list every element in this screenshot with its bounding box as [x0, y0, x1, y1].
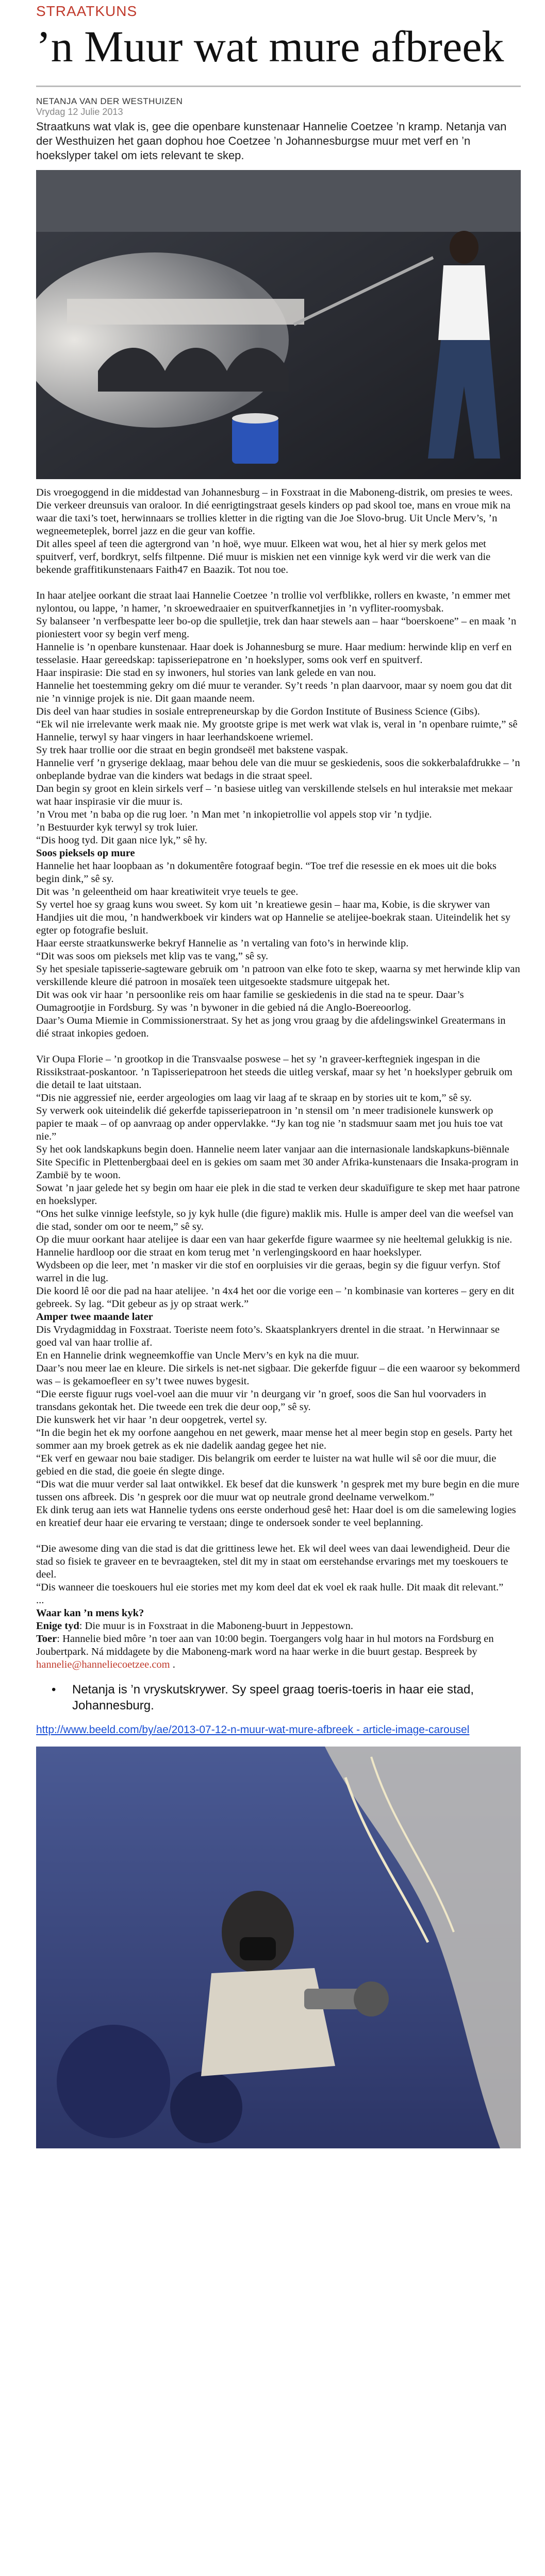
paragraph: En en Hannelie drink wegneemkoffie van Uncle Merv’s en kyk na die muur.	[36, 1350, 359, 1361]
paragraph: Dis Vrydagmiddag in Foxstraat. Toeriste neem foto’s. Skaatsplankryers drentel in die straat. ’n Herwinnaar se goed val van haar trollie af.	[36, 1324, 500, 1348]
paragraph: “Ek verf en gewaar nou baie stadiger. Dis belangrik om eerder te luister na wat hulle wil sê oor die muur, die gebied en die stad, die goeie én slegte dinge.	[36, 1453, 497, 1477]
paragraph: “Dis hoog tyd. Dit gaan nice lyk,” sê hy.	[36, 835, 207, 846]
paragraph: Dis vroegoggend in die middestad van Johannesburg – in Foxstraat in die Maboneng-distrik, om presies te wees.	[36, 487, 513, 498]
email-link[interactable]: hannelie@hanneliecoetzee.com	[36, 1659, 170, 1670]
paragraph: Sy balanseer ’n verfbespatte leer bo-op die spulletjie, trek dan haar stewels aan – haar “boerskoene” – en maak ’n pioniestert voor sy begin verf meng.	[36, 616, 517, 640]
paragraph: “Ons het sulke vinnige leefstyle, so jy kyk hulle (die figure) maklik mis. Hulle is amper deel van die weefsel van die stad, sonder om oor te neem,” sê sy.	[36, 1208, 514, 1232]
article-body	[36, 486, 521, 1620]
paragraph: “Dis wanneer die toeskouers hul eie stories met my kom deel dat ek voel ek raak hulle. Dit maak dit relevant.”	[36, 1582, 504, 1593]
bullet-icon: •	[52, 1683, 56, 1697]
author-note-text: Netanja is ’n vryskutskrywer. Sy speel graag toeris-toeris in haar eie stad, Johannesburg.	[72, 1683, 474, 1713]
paragraph: Sy trek haar trollie oor die straat en begin grondseël met bakstene vaspak.	[36, 744, 349, 756]
paragraph: Daar’s Ouma Miemie in Commissionerstraat. Sy het as jong vrou graag by die afdelingswinkel Greatermans in dié straat inkopies gedoen.	[36, 1015, 506, 1039]
paragraph: ’n Bestuurder kyk terwyl sy trok luier.	[36, 822, 198, 833]
paragraph: Haar eerste straatkunswerke bekryf Hannelie as ’n vertaling van foto’s in herwinde klip.	[36, 938, 409, 949]
paragraph: ...	[36, 1595, 44, 1606]
paragraph: Ek dink terug aan iets wat Hannelie tydens ons eerste onderhoud gesê het: Haar doel is om die samelewing logies en kreatief deur haar eie ervaring te verstaan; dinge te ondersoek sonder te veel beplanning.	[36, 1504, 516, 1529]
photo-illustration	[36, 170, 521, 479]
photo-illustration-2	[36, 1747, 521, 2148]
paragraph: “Dis nie aggressief nie, eerder argeologies om laag vir laag af te skraap en by stories uit te kom,” sê sy.	[36, 1092, 472, 1104]
paragraph: Sy vertel hoe sy graag kuns wou sweet. Sy kom uit ’n kreatiewe gesin – haar ma, Kobie, is die skrywer van Handjies uit die mou, ’n handwerkboek vir kinders wat op Hannelie se atelijee-boekrak staan. Uiteindelik het sy egter op fotografie besluit.	[36, 899, 510, 936]
paragraph: Hannelie het toestemming gekry om dié muur te verander. Sy’t reeds ’n plan daarvoor, maar sy noem gou dat dit nie ’n vinnige projek is nie. Dit gaan maande neem.	[36, 680, 512, 704]
subheading: Amper twee maande later	[36, 1311, 153, 1323]
artist-grinding-wall-photo[interactable]	[36, 1747, 521, 2148]
paragraph: Dit was ook vir haar ’n persoonlike reis om haar familie se geskiedenis in die stad na te speur. Daar’s Oumagrootjie in Fordsburg. Sy was ’n bywoner in die gebied ná die Anglo-Boereoorlog.	[36, 989, 464, 1013]
info-tour	[36, 1633, 521, 1671]
paragraph-gap	[36, 1530, 521, 1543]
byline: NETANJA VAN DER WESTHUIZEN	[36, 96, 183, 106]
lead-paragraph: Straatkuns wat vlak is, gee die openbare kunstenaar Hannelie Coetzee ’n kramp. Netanja van der Westhuizen het gaan dophou hoe Coetzee ’n Johannesburgse muur met verf en ’n hoekslyper takel om iets relevant te skep.	[36, 120, 507, 162]
paragraph: Sy het spesiale tapisserie-sagteware gebruik om ’n patroon van elke foto te skep, waarna sy met herwinde klip van verskillende kleure dié patroon in mosaïek teen uitgesoekte stadsmure uitgepak het.	[36, 963, 520, 988]
source-url-link[interactable]: http://www.beeld.com/by/ae/2013-07-12-n-muur-wat-mure-afbreek - article-image-carousel	[36, 1724, 470, 1736]
subheading: Soos pieksels op mure	[36, 848, 135, 859]
paragraph: Wydsbeen op die leer, met ’n masker vir die stof en oorpluisies vir die geraas, begin sy die figuur verfyn. Stof warrel in die lug.	[36, 1260, 501, 1284]
info-when-text: : Die muur is in Foxstraat in die Maboneng-buurt in Jeppestown.	[79, 1620, 353, 1632]
paragraph: Vir Oupa Florie – ’n grootkop in die Transvaalse poswese – het sy ’n graveer-kerftegniek ingespan in die Rissikstraat-poskantoor. ’n Tapisseriepatroon het steeds die uitleg verskaf, maar sy het ’n hoekslyper gebruik om die detail te laat uitstaan.	[36, 1054, 513, 1091]
paragraph: Die kunswerk het vir haar ’n deur oopgetrek, vertel sy.	[36, 1414, 267, 1426]
info-tail: .	[170, 1659, 175, 1670]
artist-painting-wall-photo[interactable]	[36, 170, 521, 479]
paragraph: Dis deel van haar studies in sosiale entrepreneurskap by die Gordon Institute of Business Science (Gibs).	[36, 706, 480, 717]
info-tour-text: : Hannelie bied môre ’n toer aan van 10:00 begin. Toergangers volg haar in hul motors na Fordsburg en Joubertpark. Ná middagete by die Maboneng-mark word na haar werke in die buurt gestap. Bespreek by	[36, 1633, 494, 1657]
paragraph: Haar inspirasie: Die stad en sy inwoners, hul stories van lank gelede en van nou.	[36, 667, 376, 679]
paragraph: In haar ateljee oorkant die straat laai Hannelie Coetzee ’n trollie vol verfblikke, rollers en kwaste, ’n emmer met nylontou, ou lappe, ’n hamer, ’n skroewedraaier en spuitverfkannetjies in ’n vyfliter-roomysbak.	[36, 590, 510, 614]
info-tour-label: Toer	[36, 1633, 57, 1645]
article-title: ’n Muur wat mure afbreek	[36, 22, 504, 71]
paragraph: “Dis wat die muur verder sal laat ontwikkel. Ek besef dat die kunswerk ’n gesprek met my bure begin en die mure tussen ons afbreek. Dis ’n gesprek oor die muur wat op neutrale grond deelname verwelkom.”	[36, 1479, 520, 1503]
paragraph: “Die awesome ding van die stad is dat die grittiness lewe het. Ek wil deel wees van daai lewendigheid. Deur die stad so fisiek te graveer en te bevraagteken, stel dit my in staat om eerstehandse ervarings met my toeskouers te deel.	[36, 1543, 510, 1580]
article	[36, 0, 521, 2148]
paragraph-gap	[36, 1040, 521, 1053]
subheading: Waar kan ’n mens kyk?	[36, 1607, 144, 1619]
paragraph: Sy verwerk ook uiteindelik dié gekerfde tapisseriepatroon in ’n stensil om ’n meer tradisionele kunswerk op papier te maak – of op aanvraag op ander oppervlakke. “Jy kan tog nie ’n stadsmuur saam met jou huis toe vat nie.”	[36, 1105, 503, 1142]
paragraph-gap	[36, 577, 521, 589]
paragraph: Hannelie is ’n openbare kunstenaar. Haar doek is Johannesburg se mure. Haar medium: herwinde klip en verf en tesselasie. Haar gereedskap: tapisseriepatrone en ’n hoekslyper, soms ook verf en spuitverf.	[36, 641, 512, 666]
paragraph: Dit alles speel af teen die agtergrond van ’n hoë, wye muur. Elkeen wat wou, het al hier sy merk gelos met spuitverf, verf, bordkryt, selfs filtpenne. Dié muur is miskien net een vinnige kyk werd vir die werk van die bekende graffitikunstenaars Faith47 en Baazik. Tot nou toe.	[36, 538, 491, 575]
paragraph: Sowat ’n jaar gelede het sy begin om haar eie plek in die stad te verken deur skaduïfigure te skep met haar patrone en hoekslyper.	[36, 1182, 520, 1207]
paragraph: Dit was ’n geleentheid om haar kreatiwiteit vrye teuels te gee.	[36, 886, 299, 897]
paragraph: Sy het ook landskapkuns begin doen. Hannelie neem later vanjaar aan die internasionale landskapkuns-biënnale Site Specific in Plettenbergbaai deel en is gekies om saam met 30 ander Afrika-kunstenaars die Insaka-program in Zambië by te woon.	[36, 1144, 519, 1181]
divider	[36, 86, 521, 87]
author-note	[52, 1682, 521, 1714]
paragraph: Op die muur oorkant haar atelijee is daar een van haar gekerfde figure waarmee sy nie heeltemal gelukkig is nie. Hannelie hardloop oor die straat en kom terug met ’n verlengingskoord en haar hoekslyper.	[36, 1234, 513, 1258]
paragraph: “In die begin het ek my oorfone aangehou en net gewerk, maar mense het al meer begin stop en gesels. Party het sommer aan my broek getrek as ek nie dadelik aandag gegee het nie.	[36, 1427, 513, 1451]
paragraph: Hannelie verf ’n gryserige deklaag, maar behou dele van die muur se geskiedenis, soos die sokkerbalafdrukke – ’n onbeplande bydrae van die kinders wat bedags in die straat speel.	[36, 757, 520, 782]
paragraph: Daar’s nou meer lae en kleure. Die sirkels is net-net sigbaar. Die gekerfde figuur – die een waaroor sy bekommerd was – is gekamoefleer en sy’t twee nuwes bygesit.	[36, 1363, 520, 1387]
paragraph: Die koord lê oor die pad na haar atelijee. ’n 4x4 het oor die vorige een – ’n kombinasie van korteres – gery en dit gebreek. Sy lag. “Dit gebeur as jy op straat werk.”	[36, 1285, 515, 1310]
paragraph: Die verkeer dreunsuis van oraloor. In dié eenrigtingstraat gesels kinders op pad skool toe, mans en vroue mik na waar die taxi’s toet, herwinnaars se trollies kletter in die rigting van die Joe Slovo-brug. Uit Uncle Merv’s, ’n wegneemeteplek, borrel jazz en die geur van koffie.	[36, 500, 510, 537]
paragraph: Hannelie het haar loopbaan as ’n dokumentêre fotograaf begin. “Toe tref die resessie en ek moes uit die boks begin dink,” sê sy.	[36, 860, 497, 885]
info-when	[36, 1620, 521, 1633]
paragraph: ’n Vrou met ’n baba op die rug loer. ’n Man met ’n inkopietrollie vol appels stop vir ’n tydjie.	[36, 809, 432, 820]
paragraph: “Dit was soos om pieksels met klip vas te vang,” sê sy.	[36, 951, 269, 962]
publish-date: Vrydag 12 Julie 2013	[36, 107, 123, 117]
paragraph: Dan begin sy groot en klein sirkels verf – ’n basiese uitleg van verskillende stelsels en hul interaksie met mekaar wat haar inspirasie vir die muur is.	[36, 783, 513, 807]
info-when-label: Enige tyd	[36, 1620, 79, 1632]
paragraph: “Ek wil nie irrelevante werk maak nie. My grootste gripe is met werk wat vlak is, veral in ’n openbare ruimte,” sê Hannelie, terwyl sy haar vingers in haar leerhandskoene wriemel.	[36, 719, 518, 743]
paragraph: “Die eerste figuur rugs voel-voel aan die muur vir ’n deurgang vir ’n groef, soos die San hul voorvaders in transdans gekontak het. Die tweede een trek die deur oop,” sê sy.	[36, 1388, 486, 1413]
section-kicker[interactable]: STRAATKUNS	[36, 3, 138, 19]
